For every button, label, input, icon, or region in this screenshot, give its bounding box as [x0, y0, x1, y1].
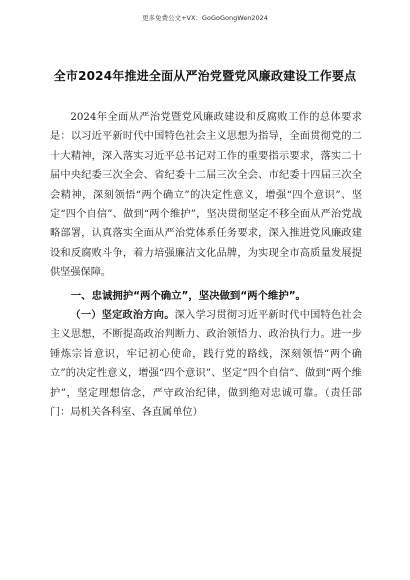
header-note: 更多免费公文+VX：GoGoGongWen2024 [142, 14, 268, 22]
subsection-text-1: 深入学习贯彻习近平新时代中国特色社会主义思想，不断提高政治判断力、政治领悟力、政治执行力。进一步锤炼宗旨意识，牢记初心使命，践行党的路线，深刻领悟“两个确立”的决定性意义，增强“四个意识”、坚定“四个自信”、做到“两个维护”，坚定理想信念，严守政治纪律，做到绝对忠诚可靠。（责任部门：局机关各科室、各直属单位） [50, 310, 363, 419]
subsection-heading-1: （一）坚定政治方向。 [70, 310, 175, 322]
paragraph-overall-requirements: 2024年全面从严治党暨党风廉政建设和反腐败工作的总体要求是：以习近平新时代中国特色社会主义思想为指导，全面贯彻党的二十大精神，深入落实习近平总书记对工作的重要指示要求，落实二十届中央纪委三次全会、省纪委十二届三次全会、市纪委十四届三次全会精神，深刻领悟“两个确立”的决定性意义，增强“四个意识”、坚定“四个自信”、做到“两个维护”，坚决贯彻坚定不移全面从严治党战略部署，认真落实全面从严治党体系任务要求，深入推进党风廉政建设和反腐败斗争，着力培强廉洁文化品牌，为实现全市高质量发展提供坚强保障。 [50, 112, 362, 279]
subsection-1 [50, 306, 362, 422]
document-body [50, 108, 362, 423]
document-title: 全市2024年推进全面从严治党暨党风廉政建设工作要点 [53, 69, 357, 83]
section-heading-1: 一、忠诚拥护“两个确立”，坚决做到“两个维护”。 [70, 289, 306, 302]
